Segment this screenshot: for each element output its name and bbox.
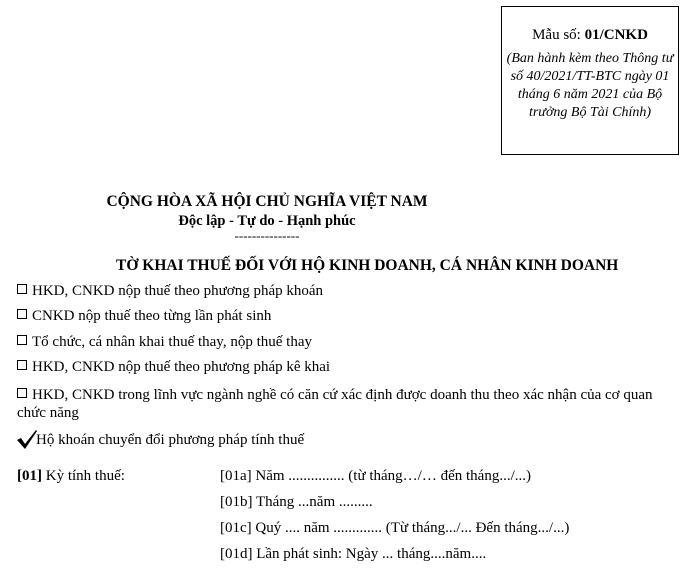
form-number-box xyxy=(501,6,679,155)
option-lump-sum[interactable] xyxy=(17,283,323,300)
tax-period-quarter[interactable]: [01c] Quý .... năm ............. (Từ tháng.../... Đến tháng.../...) xyxy=(220,520,570,536)
checkmark-icon[interactable] xyxy=(16,428,38,450)
option-label: Tổ chức, cá nhân khai thuế thay, nộp thuế thay xyxy=(32,334,312,350)
document-title: TỜ KHAI THUẾ ĐỐI VỚI HỘ KINH DOANH, CÁ NHÂN KINH DOANH xyxy=(116,257,619,274)
option-per-occurrence[interactable] xyxy=(17,308,271,325)
option-proxy-declaration[interactable] xyxy=(17,334,312,351)
tax-period-occurrence[interactable]: [01d] Lần phát sinh: Ngày ... tháng....năm.... xyxy=(220,546,487,562)
national-motto: Độc lập - Tự do - Hạnh phúc xyxy=(178,213,356,229)
option-declaration-method[interactable] xyxy=(17,359,330,376)
checkbox-icon[interactable] xyxy=(17,388,27,398)
tax-period-code: [01] xyxy=(17,468,42,484)
form-issuance-note: (Ban hành kèm theo Thông tư số 40/2021/TT-BTC ngày 01 tháng 6 năm 2021 của Bộ trưởng Bộ Tài Chính) xyxy=(506,51,674,120)
tax-period-month[interactable]: [01b] Tháng ...năm ......... xyxy=(220,494,373,510)
checkbox-icon[interactable] xyxy=(17,360,27,370)
checkbox-icon[interactable] xyxy=(17,335,27,345)
checkbox-icon[interactable] xyxy=(17,309,27,319)
header-divider: --------------- xyxy=(234,228,300,243)
option-label: HKD, CNKD trong lĩnh vực ngành nghề có căn cứ xác định được doanh thu theo xác nhận của cơ quan chức năng xyxy=(17,387,653,421)
option-label: Hộ khoán chuyển đổi phương pháp tính thuế xyxy=(36,432,305,448)
option-label: HKD, CNKD nộp thuế theo phương pháp kê khai xyxy=(32,359,331,375)
option-label: CNKD nộp thuế theo từng lần phát sinh xyxy=(32,308,272,324)
option-method-conversion[interactable] xyxy=(16,428,304,450)
tax-period-label xyxy=(17,468,125,485)
checkbox-icon[interactable] xyxy=(17,284,27,294)
national-title: CỘNG HÒA XÃ HỘI CHỦ NGHĨA VIỆT NAM xyxy=(106,193,428,210)
form-code-value: 01/CNKD xyxy=(584,27,648,43)
option-label: HKD, CNKD nộp thuế theo phương pháp khoán xyxy=(32,283,324,299)
option-verified-revenue[interactable] xyxy=(17,386,672,422)
tax-period-text: Kỳ tính thuế: xyxy=(42,468,125,484)
tax-period-year[interactable]: [01a] Năm ............... (từ tháng…/… đến tháng.../...) xyxy=(220,468,531,484)
form-code xyxy=(502,27,678,44)
form-code-prefix: Mẫu số: xyxy=(532,27,585,43)
